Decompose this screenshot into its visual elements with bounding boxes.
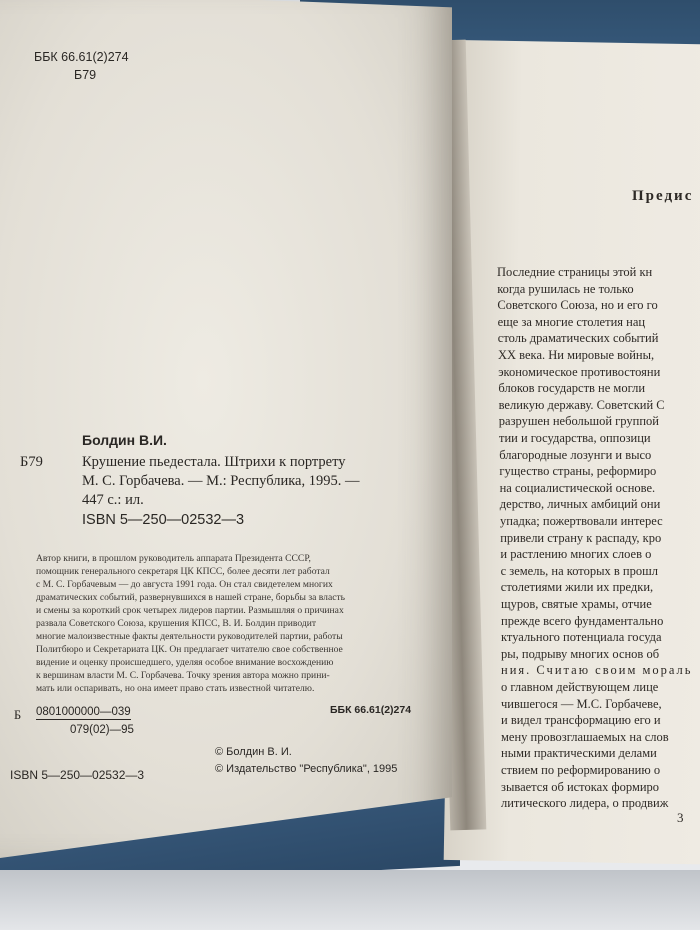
preface-line: блоков государств не могли	[498, 381, 646, 396]
preface-line: столетиями жили их предки,	[500, 580, 654, 595]
annotation-line: видение и оценку происшедшего, уделяя особое внимание восхождению	[36, 657, 334, 668]
preface-line: великую державу. Советский С	[498, 397, 665, 412]
preface-line: привели страну к распаду, кро	[500, 530, 662, 545]
preface-line: на социалистической основе.	[499, 480, 656, 495]
annotation-line: многие малоизвестные факты деятельности руководителей партии, работы	[36, 631, 343, 642]
annotation-line: Автор книги, в прошлом руководитель аппарата Президента СССР,	[36, 553, 311, 564]
preface-line: еще за многие столетия нац	[497, 314, 646, 329]
copyright-publisher: © Издательство "Республика", 1995	[215, 763, 398, 775]
catalog-call-number: Б79	[20, 454, 43, 470]
preface-line: XX века. Ни мировые войны,	[498, 348, 655, 362]
preface-line: тии и государства, оппозици	[499, 431, 651, 445]
catalog-line: 447 с.: ил.	[82, 492, 144, 508]
preface-line: чившегося — М.С. Горбачеве,	[501, 696, 662, 711]
preface-title: Предис	[632, 188, 694, 204]
preface-line: Советского Союза, но и его го	[497, 298, 658, 313]
preface-line: столь драматических событий	[497, 331, 659, 346]
annotation-line: помощник генерального секретаря ЦК КПСС, более десяти лет работал	[36, 566, 330, 577]
catalog-line: Крушение пьедестала. Штрихи к портрету	[82, 454, 346, 470]
bbk-code-top: ББК 66.61(2)274	[34, 50, 129, 64]
annotation-line: развала Советского Союза, крушения КПСС, В. И. Болдин приводит	[36, 618, 317, 629]
bbk-code-bottom: ББК 66.61(2)274	[330, 704, 412, 716]
preface-line: разрушен небольшой группой	[498, 414, 659, 429]
preface-line: гущество страны, реформиро	[499, 464, 657, 479]
isbn-bottom: ISBN 5—250—02532—3	[10, 768, 145, 782]
catalog-isbn: ISBN 5—250—02532—3	[82, 512, 245, 528]
preface-line: зывается об истоках формиро	[501, 779, 660, 794]
annotation-line: с М. С. Горбачевым — до августа 1991 года. Он стал свидетелем многих	[36, 579, 333, 590]
preface-line: дерство, личных амбиций они	[499, 497, 661, 512]
preface-line: прежде всего фундаментально	[501, 613, 664, 628]
catalog-author: Болдин В.И.	[82, 432, 167, 448]
annotation-line: драматических событий, развернувшихся в нашей стране, борьбы за власть	[36, 592, 346, 603]
annotation-line: Политбюро и Секретариата ЦК. Он предлагает читателю свое собственное	[36, 644, 343, 655]
preface-line: щуров, святые храмы, отчие	[501, 597, 652, 611]
preface-line: литического лидера, о продвиж	[501, 796, 669, 811]
author-mark-top: Б79	[74, 68, 97, 82]
copyright-author: © Болдин В. И.	[215, 746, 292, 758]
page-number: 3	[677, 810, 684, 825]
preface-line: ктуального потенциала госуда	[501, 630, 662, 645]
preface-line: и видел трансформацию его и	[501, 713, 661, 728]
annotation-line: мать или оспаривать, но она имеет право стать известной читателю.	[36, 683, 315, 694]
preface-line: ными практическими делами	[501, 746, 657, 761]
preface-line: ния. Считаю своим мораль	[501, 663, 693, 678]
preface-line: мену провозглашаемых на слов	[501, 729, 669, 744]
preface-line: когда рушилась не только	[497, 281, 634, 296]
publisher-code-line1: 0801000000—039	[36, 706, 131, 718]
preface-line: с земель, на которых в прошл	[500, 563, 658, 578]
preface-line: о главном действующем лице	[501, 680, 659, 694]
preface-line: благородные лозунги и высо	[499, 447, 652, 462]
preface-line: экономическое противостояни	[498, 364, 661, 379]
preface-line: и растлению многих слоев о	[500, 547, 652, 562]
annotation-line: и смены за короткий срок четырех лидеров партии. Размышляя о причинах	[36, 605, 344, 616]
preface-line: ствием по реформированию о	[501, 763, 661, 777]
annotation-line: к вершинам власти М. С. Горбачева. Точку зрения автора можно прини-	[36, 670, 330, 681]
preface-line: упадка; пожертвовали интерес	[500, 514, 663, 528]
catalog-line: М. С. Горбачева. — М.: Республика, 1995. —	[82, 473, 360, 489]
code-letter: Б	[14, 708, 22, 722]
preface-line: Последние страницы этой кн	[497, 265, 653, 279]
table-surface	[0, 870, 700, 930]
publisher-code-line2: 079(02)—95	[70, 724, 134, 736]
preface-line: ры, подрыву многих основ об	[501, 646, 660, 661]
